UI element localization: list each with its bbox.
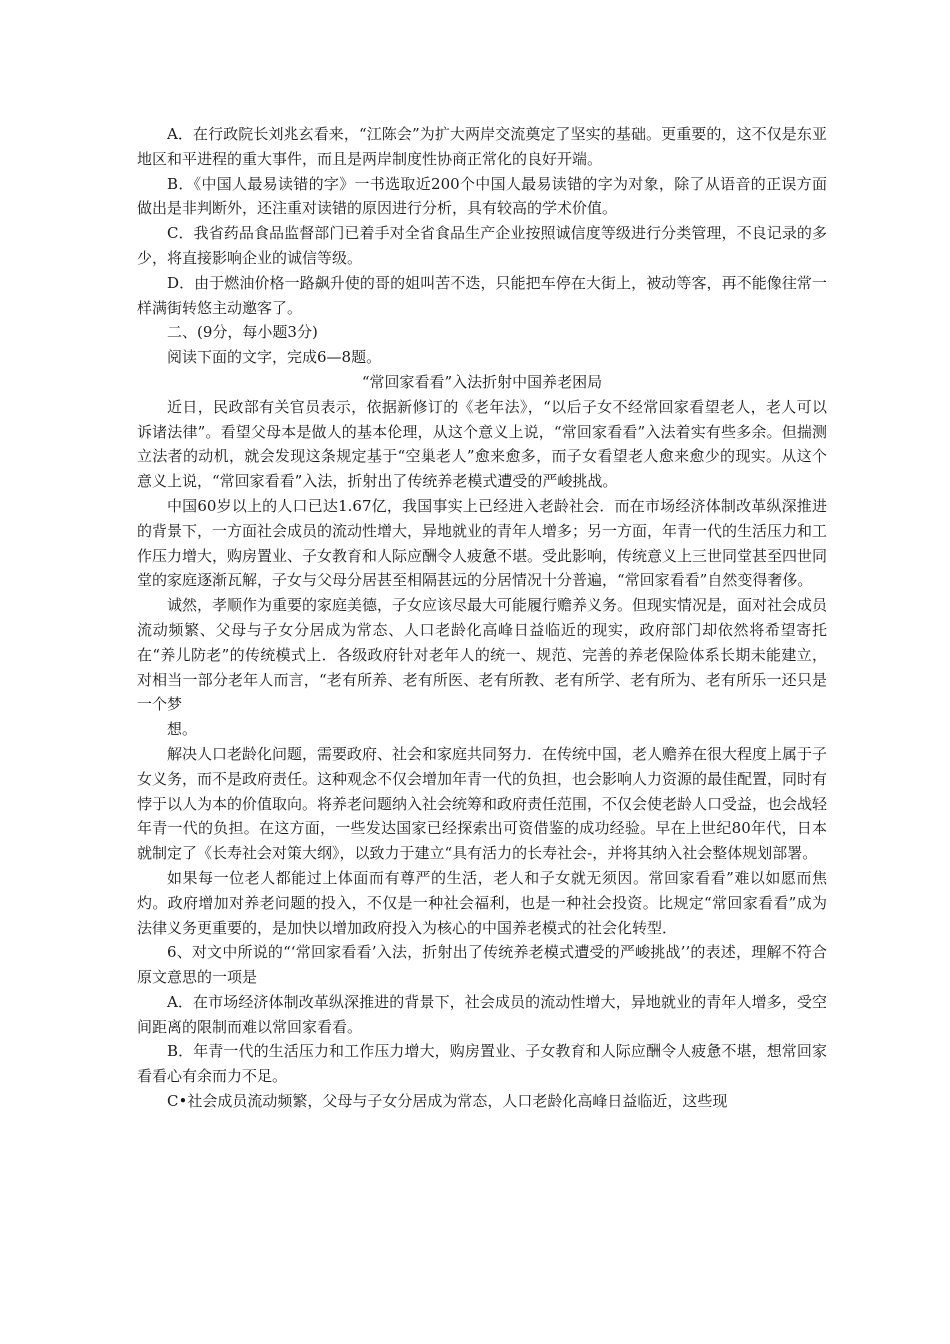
- option-c-prev: C．我省药品食品监督部门已着手对全省食品生产企业按照诚信度等级进行分类管理，不良记录的多少，将直接影响企业的诚信等级。: [137, 224, 827, 267]
- paragraph-1: 近日，民政部有关官员表示，依据新修订的《老年法》，“以后子女不经常回家看望老人，老人可以诉诸法律”。看望父母本是做人的基本伦理，从这个意义上说，“常回家看看”入法着实有些多余。但揣测立法者的动机，就会发现这条规定基于“空巢老人”愈来愈多，而子女看望老人愈来愈少的现实。从这个意义上说，“常回家看看”入法，折射出了传统养老模式遭受的严峻挑战。: [137, 397, 827, 491]
- instruction: 阅读下面的文字，完成6—8题。: [167, 348, 382, 367]
- paragraph-4: 解决人口老龄化问题，需要政府、社会和家庭共同努力．在传统中国，老人赡养在很大程度上属于子女义务，而不是政府责任。这种观念不仅会增加年青一代的负担，也会影响人力资源的最佳配置，同时有悖于以人为本的价值取向。将养老问题纳入社会统筹和政府责任范围，不仅会使老龄人口受益，也会战轻年青一代的负担。在这方面，一些发达国家已经探索出可资借鉴的成功经验。早在上世纪80年代，日本就制定了《长寿社会对策大纲》，以致力于建立“具有活力的长寿社会-，并将其纳入社会整体规划部署。: [137, 744, 828, 863]
- option-b-prev: B．《中国人最易读错的字》一书选取近200个中国人最易读错的字为对象，除了从语音的正误方面做出是非判断外，还注重对读错的原因进行分析，具有较高的学术价值。: [137, 174, 827, 218]
- paragraph-3-tail: 想。: [167, 720, 198, 739]
- paragraph-2: 中国60岁以上的人口已达1.67亿，我国事实上已经进入老龄社会．而在市场经济体制改革纵深推进的背景下，一方面社会成员的流动性增大，异地就业的青年人增多；另一方面，年青一代的生活压力和工作压力增大，购房置业、子女教育和人际应酬令人疲惫不堪。受此影响，传统意义上三世同堂甚至四世同堂的家庭逐渐瓦解，子女与父母分居甚至相隔甚远的分居情况十分普遍，“常回家看看”自然变得奢侈。: [137, 496, 828, 590]
- option-6c: C•社会成员流动频繁，父母与子女分居成为常态，人口老龄化高峰日益临近，这些现: [167, 1092, 728, 1111]
- option-6b: B．年青一代的生活压力和工作压力增大，购房置业、子女教育和人际应酬令人疲惫不堪，想常回家看看心有余而力不足。: [137, 1042, 827, 1086]
- paragraph-5: 如果每一位老人都能过上体面而有尊严的生活，老人和子女就无须因。常回家看看”难以如愿而焦灼。政府增加对养老问题的投入，不仅是一种社会福利，也是一种社会投资。比规定“常回家看看”成为法律义务更重要的，是加快以增加政府投入为核心的中国养老模式的社会化转型．: [137, 868, 827, 937]
- paragraph-3: 诚然，孝顺作为重要的家庭美德，子女应该尽最大可能履行赡养义务。但现实情况是，面对社会成员流动频繁、父母与子女分居成为常态、人口老龄化高峰日益临近的现实，政府部门却依然将希望寄托在“养儿防老”的传统模式上．各级政府针对老年人的统一、规范、完善的养老保险体系长期未能建立，对相当一部分老年人而言，“老有所养、老有所医、老有所教、老有所学、老有所为、老有所乐一还只是一个梦: [137, 596, 828, 714]
- option-d-prev: D．由于燃油价格一路飙升使的哥的姐叫苦不迭，只能把车停在大街上，被动等客，再不能像往常一样满街转悠主动邀客了。: [137, 273, 827, 317]
- article-title: “常回家看看”入法折射中国养老困局: [361, 372, 603, 391]
- section-heading: 二、(9分，每小题3分): [167, 323, 318, 342]
- document-page: [137, 122, 827, 1114]
- question-6: 6、对文中所说的“‘常回家看看’入法，折射出了传统养老模式遭受的严峻挑战’’的表述，理解不符合原文意思的一项是: [137, 943, 827, 987]
- option-6a: A．在市场经济体制改革纵深推进的背景下，社会成员的流动性增大，异地就业的青年人增多，受空间距离的限制而难以常回家看看。: [137, 992, 827, 1036]
- option-a-prev: A．在行政院长刘兆玄看来，“江陈会”为扩大两岸交流奠定了坚实的基础。更重要的，这不仅是东亚地区和平进程的重大事件，而且是两岸制度性协商正常化的良好开端。: [137, 125, 827, 168]
